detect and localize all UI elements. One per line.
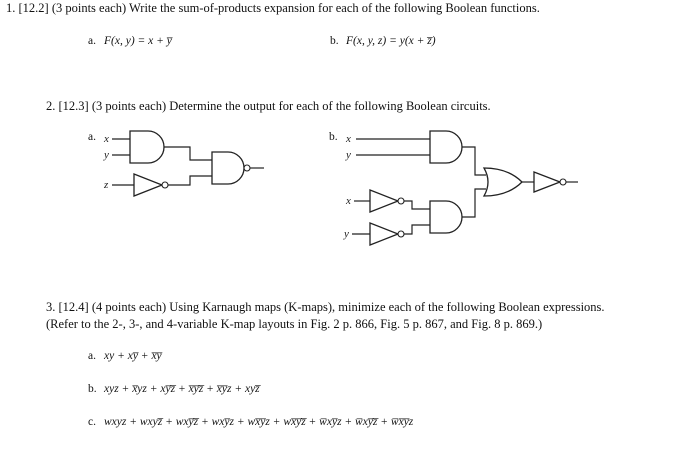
q3-heading-line2: (Refer to the 2-, 3-, and 4-variable K-map layouts in Fig. 2 p. 866, Fig. 5 p. 867, and Fig. 8 p. 869.): [46, 317, 543, 331]
q3-c-label: c.: [88, 416, 96, 428]
q3-a-label: a.: [88, 350, 96, 362]
q3-a-expression: xy + xy̅ + x̅y̅: [104, 350, 162, 362]
q3-heading-line1: 3. [12.4] (4 points each) Using Karnaugh maps (K-maps), minimize each of the following Boolean expressions.: [46, 300, 605, 314]
not-gate-icon: [534, 172, 560, 192]
not-gate-icon: [370, 223, 398, 245]
q1-b-function: F(x, y, z) = y(x + z̅): [346, 35, 436, 47]
q1-b-label: b.: [330, 35, 339, 47]
q2-a-label: a.: [88, 131, 96, 143]
circuit-a: [103, 131, 264, 196]
not-gate-icon: [134, 174, 162, 196]
q2-heading: 2. [12.3] (3 points each) Determine the output for each of the following Boolean circuits.: [46, 99, 491, 113]
q1-a-label: a.: [88, 35, 96, 47]
circuit-a-input-x: x: [104, 133, 109, 145]
q3-b-expression: xyz + x̅yz + xy̅z̅ + x̅y̅z̅ + x̅y̅z + xyz̅: [104, 383, 260, 395]
circuit-b-input-x1: x: [346, 133, 351, 145]
and-gate-icon: [430, 131, 462, 163]
circuit-a-input-z: z: [104, 179, 109, 191]
circuit-b: [343, 131, 578, 245]
nand-gate-icon: [212, 152, 244, 184]
circuit-b-input-y2: y: [344, 228, 349, 240]
or-gate-icon: [484, 168, 522, 196]
circuit-b-input-y1: y: [346, 149, 351, 161]
q1-a-function: F(x, y) = x + y̅: [104, 35, 172, 47]
circuit-a-input-y: y: [104, 149, 109, 161]
circuit-b-input-x2: x: [346, 195, 351, 207]
and-gate-icon: [430, 201, 462, 233]
q1-heading: 1. [12.2] (3 points each) Write the sum-of-products expansion for each of the following Boolean functions.: [6, 1, 540, 15]
q3-b-label: b.: [88, 383, 97, 395]
q3-c-expression: wxyz + wxyz̅ + wxy̅z̅ + wxy̅z + wx̅y̅z + wx̅y̅z̅ + w̅xy̅z + w̅xy̅z̅ + w̅x̅y̅z: [104, 416, 414, 428]
and-gate-icon: [130, 131, 164, 163]
q2-b-label: b.: [329, 131, 338, 143]
not-gate-icon: [370, 190, 398, 212]
